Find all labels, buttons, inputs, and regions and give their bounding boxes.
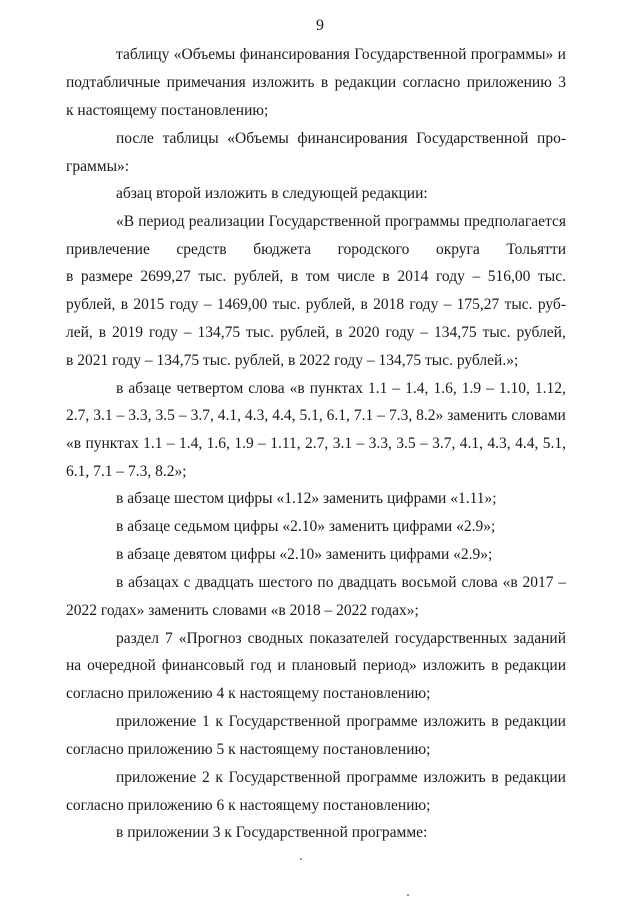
word: 3.1 [93, 407, 113, 424]
text-line [66, 74, 566, 92]
text-line: согласно приложению 5 к настоящему постановлению; [66, 741, 431, 758]
word: Государственной [416, 130, 529, 147]
word: в [290, 268, 299, 285]
word: про- [537, 130, 566, 147]
word: изложить [423, 713, 486, 730]
word: в [335, 324, 343, 341]
word: в [116, 380, 124, 397]
word: и [557, 46, 566, 63]
word: изложить [423, 769, 486, 786]
word: году [409, 296, 439, 313]
word: году [385, 324, 415, 341]
word: в [98, 324, 107, 341]
word: 1.4, [179, 435, 203, 452]
word: 1.9 [234, 435, 254, 452]
text-line: в абзаце шестом цифры «1.12» заменить цифрами «1.11»; [116, 490, 497, 507]
word: программы [384, 213, 460, 230]
word: 2014 [397, 268, 429, 285]
word: приложению [466, 74, 552, 91]
word: словами [511, 407, 566, 424]
word: 7.1 [353, 407, 374, 424]
word: в [382, 268, 390, 285]
word: Тольятти [506, 241, 566, 258]
word: 2017 [522, 574, 554, 591]
word: год [250, 657, 272, 674]
word: 175,27 [456, 296, 500, 313]
word: слова [248, 380, 285, 397]
word: к [215, 769, 223, 786]
word: примечания [166, 74, 246, 91]
word: городского [337, 241, 410, 258]
word: тыс. [198, 268, 227, 285]
word: 5.1, [299, 407, 323, 424]
word: округа [435, 241, 480, 258]
word: 2018 [373, 296, 405, 313]
word: 2.7, [305, 435, 329, 452]
word: тыс. [246, 324, 274, 341]
word: 1.6, [433, 380, 457, 397]
text-line [116, 769, 566, 787]
word: Государственной [354, 46, 467, 63]
word: 3.7, [432, 435, 456, 452]
text-line [66, 296, 566, 314]
word: рублей, [279, 324, 330, 341]
word: году [148, 324, 178, 341]
word: тыс. [504, 296, 533, 313]
word: числе [337, 268, 375, 285]
word: 1.4, [405, 380, 429, 397]
text-line [116, 630, 566, 648]
word: программе [346, 769, 418, 786]
word: по [317, 574, 334, 591]
word: период [138, 213, 185, 230]
word: том [305, 268, 330, 285]
word: 2.7, [66, 407, 90, 424]
word: 4.4, [272, 407, 296, 424]
word: редакции [504, 657, 566, 674]
text-line: к настоящему постановлению; [66, 102, 269, 119]
word: в [320, 74, 329, 91]
word: 4.4, [515, 435, 539, 452]
word: 2019 [112, 324, 143, 341]
word: в [116, 574, 124, 591]
word: – [472, 268, 481, 285]
word: в [360, 296, 368, 313]
word: 1.1 [368, 380, 388, 397]
word: с [183, 574, 191, 591]
text-line: 6.1, 7.1 – 7.3, 8.2»; [66, 463, 187, 480]
word: очередной [87, 657, 156, 674]
word: «в [289, 380, 305, 397]
word: программе [346, 713, 418, 730]
word: в [66, 268, 74, 285]
word: – [558, 574, 566, 591]
word: двадцать [338, 574, 397, 591]
word: 3.5 [396, 435, 416, 452]
word: привлечение [66, 241, 150, 258]
text-line [66, 268, 566, 286]
text-line: в абзаце девятом цифры «2.10» заменить цифрами «2.9»; [116, 546, 493, 563]
word: 1.1 [143, 435, 163, 452]
scan-speck [407, 894, 409, 896]
word: бюджета [253, 241, 311, 258]
word: 8.2» [416, 407, 444, 424]
word: 4.1, [217, 407, 242, 424]
text-line: согласно приложению 4 к настоящему постановлению; [66, 685, 431, 702]
word: четвертом [176, 380, 244, 397]
word: таблицу [116, 46, 170, 63]
text-line: абзац второй изложить в следующей редакции: [116, 185, 428, 202]
word: лей, [66, 324, 93, 341]
word: «в [66, 435, 82, 452]
word: – [420, 435, 428, 452]
word: Государственной [228, 769, 341, 786]
word: руб- [537, 296, 566, 313]
word: – [166, 435, 175, 452]
word: редакции [334, 74, 397, 91]
word: 6.1, [326, 407, 350, 424]
word: на [66, 657, 82, 674]
word: сводных [247, 630, 304, 647]
word: размере [80, 268, 133, 285]
word: тыс. [482, 324, 511, 341]
word: плановый [291, 657, 357, 674]
word: 2015 [133, 296, 165, 313]
word: показателей [309, 630, 389, 647]
word: «Объемы [227, 130, 289, 147]
word: программы» [470, 46, 554, 63]
word: 516,00 [487, 268, 531, 285]
word: в [491, 769, 499, 786]
word: 2020 [348, 324, 380, 341]
word: 3.7, [190, 407, 214, 424]
word: рублей, [516, 324, 566, 341]
word: 3.3, [128, 407, 152, 424]
word: 7.3, [388, 407, 413, 424]
word: «Объемы [173, 46, 236, 63]
word: «Прогноз [178, 630, 242, 647]
text-line [116, 213, 566, 231]
word: 1.6, [206, 435, 230, 452]
word: приложение [116, 713, 197, 730]
word: тыс. [272, 296, 301, 313]
word: изложить [252, 74, 315, 91]
word: шестого [258, 574, 313, 591]
word: – [258, 435, 266, 452]
text-line [66, 324, 566, 342]
text-line: в 2021 году – 134,75 тыс. рублей, в 2022 году – 134,75 тыс. рублей.»; [66, 352, 519, 369]
text-line [116, 380, 566, 398]
text-line [116, 130, 566, 148]
word: «в [502, 574, 518, 591]
word: – [392, 380, 401, 397]
word: «В [116, 213, 135, 230]
word: рублей, [66, 296, 116, 313]
word: редакции [504, 713, 566, 730]
word: 4.3, [487, 435, 511, 452]
word: – [377, 407, 385, 424]
text-line [116, 46, 566, 64]
word: в [491, 713, 499, 730]
text-line [116, 574, 566, 592]
word: редакции [504, 769, 566, 786]
word: к [215, 713, 223, 730]
word: приложение [116, 769, 197, 786]
text-line: 2022 годах» заменить словами «в 2018 – 2022 годах»; [66, 602, 419, 619]
word: слова [461, 574, 498, 591]
text-line: в абзаце седьмом цифры «2.10» заменить цифрами «2.9»; [116, 518, 496, 535]
word: после [116, 130, 154, 147]
word: двадцать [195, 574, 254, 591]
word: пунктах [309, 380, 363, 397]
text-line: граммы»: [66, 158, 130, 175]
word: 2 [201, 769, 210, 786]
word: реализации [188, 213, 265, 230]
word: – [183, 324, 192, 341]
word: – [116, 407, 125, 424]
word: 3.1 [332, 435, 353, 452]
word: – [443, 296, 452, 313]
scan-speck [300, 858, 302, 860]
word: согласно [402, 74, 461, 91]
word: предполагается [463, 213, 566, 230]
text-line [66, 241, 566, 259]
word: – [486, 380, 494, 397]
word: период» [362, 657, 417, 674]
word: финансирования [239, 46, 350, 63]
word: в [120, 296, 129, 313]
word: тыс. [538, 268, 566, 285]
word: средств [176, 241, 227, 258]
word: 4.3, [245, 407, 269, 424]
word: году [435, 268, 465, 285]
word: заменить [447, 407, 508, 424]
word: восьмой [401, 574, 457, 591]
word: 4.1, [459, 435, 484, 452]
word: 1.11, [270, 435, 301, 452]
word: 5.1, [542, 435, 566, 452]
word: рублей, [305, 296, 356, 313]
word: государственных [394, 630, 508, 647]
word: Государственной [228, 713, 341, 730]
word: абзаце [128, 380, 172, 397]
word: 3.3, [368, 435, 392, 452]
text-line: согласно приложению 6 к настоящему постановлению; [66, 797, 431, 814]
word: 3 [558, 74, 566, 91]
word: финансирования [297, 130, 408, 147]
word: и [277, 657, 286, 674]
word: заданий [513, 630, 566, 647]
word: 1.12, [534, 380, 566, 397]
word: 1 [201, 713, 210, 730]
text-line [66, 657, 566, 675]
word: 1.9 [461, 380, 482, 397]
word: Государственной [268, 213, 381, 230]
word: 1469,00 [216, 296, 268, 313]
page-number: 9 [316, 17, 324, 34]
word: 3.5 [155, 407, 175, 424]
text-line [66, 435, 566, 453]
text-line: в приложении 3 к Государственной программе: [116, 824, 428, 841]
word: – [420, 324, 429, 341]
word: 134,75 [434, 324, 477, 341]
word: таблицы [162, 130, 219, 147]
word: 1.10, [498, 380, 530, 397]
word: рублей, [233, 268, 284, 285]
word: абзацах [128, 574, 179, 591]
text-line [66, 407, 566, 425]
word: году [169, 296, 199, 313]
word: раздел [116, 630, 159, 647]
word: 7 [164, 630, 173, 647]
word: 2699,27 [140, 268, 191, 285]
text-line [116, 713, 566, 731]
word: 134,75 [197, 324, 241, 341]
word: – [203, 296, 212, 313]
word: в [491, 657, 499, 674]
word: подтабличные [66, 74, 161, 91]
word: – [178, 407, 187, 424]
word: финансовый [161, 657, 245, 674]
word: пунктах [85, 435, 139, 452]
word: изложить [422, 657, 486, 674]
word: – [356, 435, 365, 452]
